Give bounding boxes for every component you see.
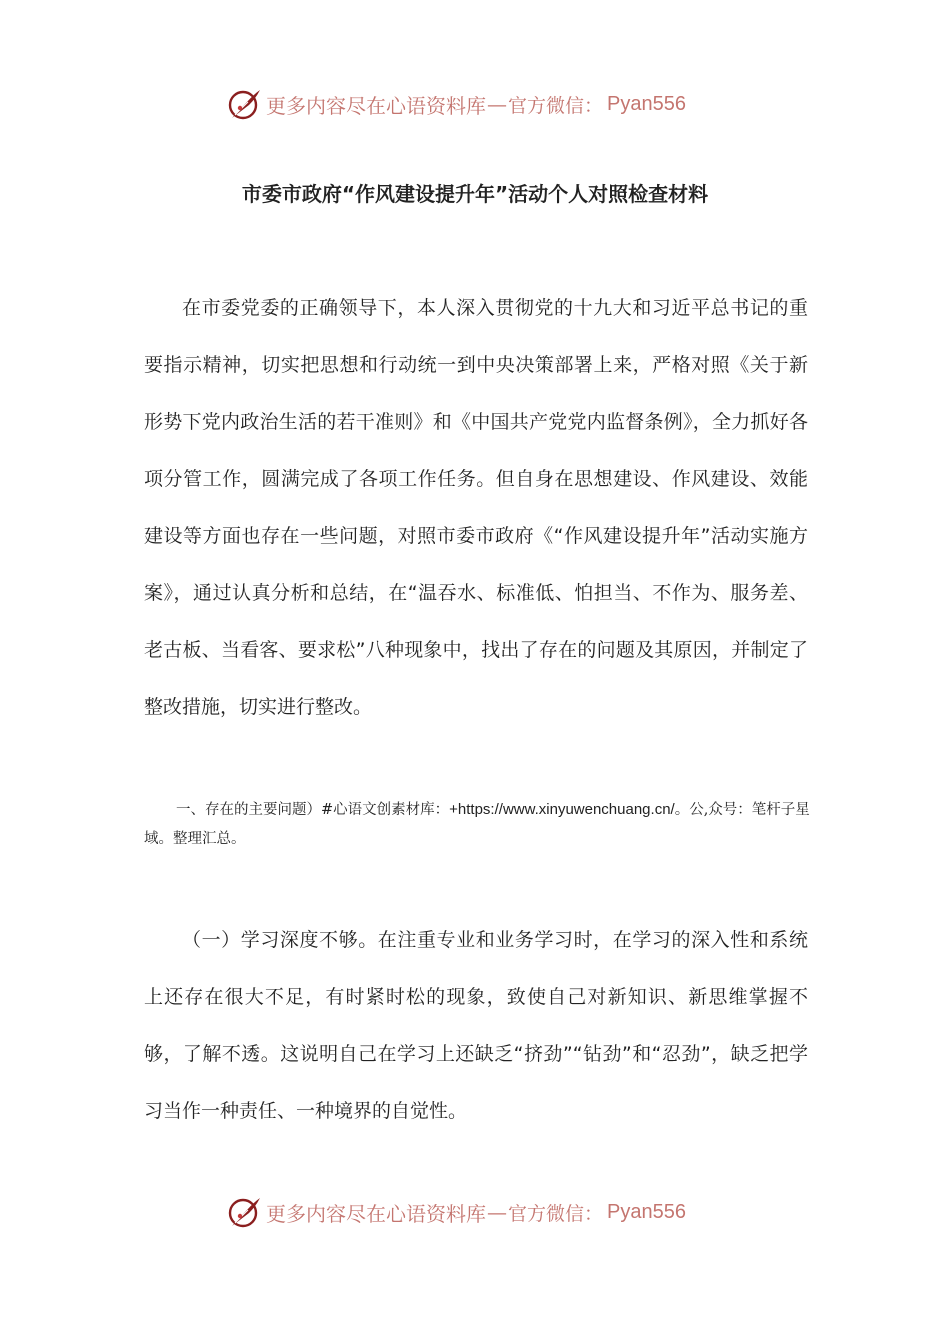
banner-separator: — [487,1200,507,1224]
intro-paragraph: 在市委党委的正确领导下，本人深入贯彻党的十九大和习近平总书记的重要指示精神，切实把思想和行动统一到中央决策部署上来，严格对照《关于新形势下党内政治生活的若干准则》和《中国共产党党内监督条例》，全力抓好各项分管工作，圆满完成了各项工作任务。但自身在思想建设、作风建设、效能建设等方面也存在一些问题，对照市委市政府《“作风建设提升年”活动实施方案》，通过认真分析和总结，在“温吞水、标准低、怕担当、不作为、服务差、老古板、当看客、要求松”八种现象中，找出了存在的问题及其原因，并制定了整改措施，切实进行整改。 [144,297,808,718]
banner-wechat-label: 官方微信： [508,1202,604,1225]
document-title: 市委市政府“作风建设提升年”活动个人对照检查材料 [241,182,709,206]
quill-logo-icon [226,86,262,122]
banner-wechat-id: Pyan556 [607,92,686,115]
quill-logo-icon [226,1194,262,1230]
footer-banner [226,1192,746,1232]
banner-wechat-id: Pyan556 [607,1200,686,1223]
banner-separator: — [487,92,507,116]
banner-text: 更多内容尽在心语资料库 [266,93,486,118]
section-heading-url: +https://www.xinyuwenchuang.cn/ [449,801,675,818]
section-heading [144,795,810,854]
section-heading-suffix: 。公,众号：笔杆子星域。整理汇总。 [144,802,810,847]
banner-text: 更多内容尽在心语资料库 [266,1201,486,1226]
item-one-paragraph: （一）学习深度不够。在注重专业和业务学习时，在学习的深入性和系统上还存在很大不足，有时紧时松的现象，致使自己对新知识、新思维掌握不够，了解不透。这说明自己在学习上还缺乏“挤劲”“钻劲”和“忍劲”，缺乏把学习当作一种责任、一种境界的自觉性。 [144,929,808,1122]
section-heading-prefix: 一、存在的主要问题）#心语文创素材库： [176,802,450,818]
banner-wechat-label: 官方微信： [508,94,604,117]
header-banner [226,84,746,124]
